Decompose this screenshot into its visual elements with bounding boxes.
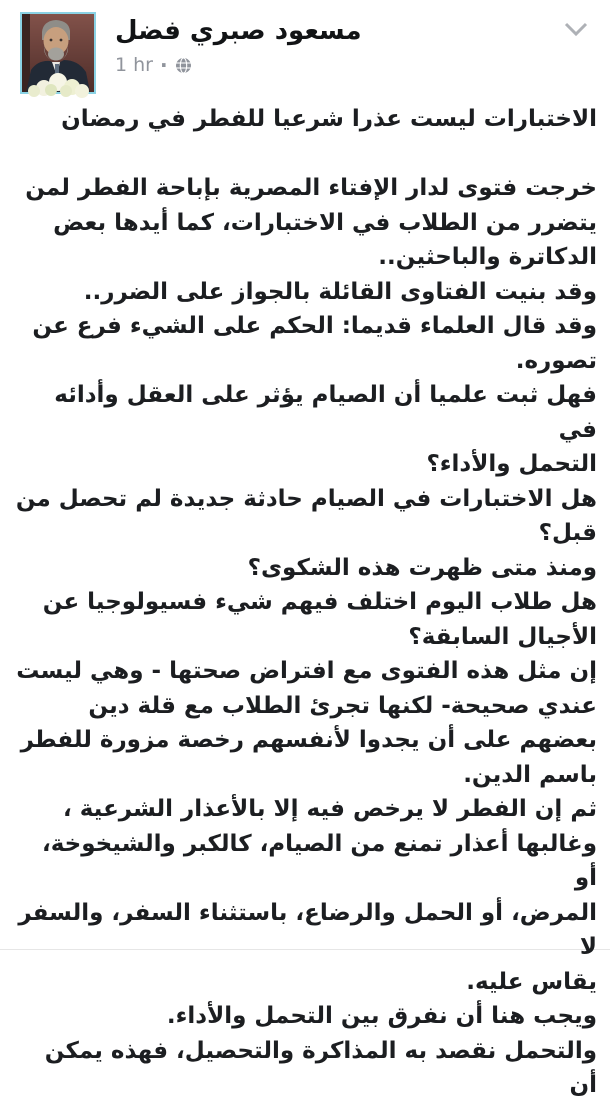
post-line: والتحمل نقصد به المذاكرة والتحصيل، فهذه يمكن أن xyxy=(44,1037,597,1098)
avatar-portrait-image xyxy=(22,14,94,92)
post-line: عندي صحيحة- لكنها تجرئ الطلاب مع قلة دين xyxy=(88,692,597,719)
post-line: بعضهم على أن يجدوا لأنفسهم رخصة مزورة للفطر xyxy=(20,727,597,753)
post-line: الدكاترة والباحثين.. xyxy=(378,244,597,270)
globe-icon xyxy=(175,57,192,74)
post-body xyxy=(13,171,597,1103)
avatar[interactable] xyxy=(20,12,96,94)
post-line: ويجب هنا أن نفرق بين التحمل والأداء. xyxy=(166,1003,597,1029)
post-line: المرض، أو الحمل والرضاع، باستثناء السفر، والسفر لا xyxy=(18,899,597,960)
post-line: التحمل والأداء؟ xyxy=(426,451,597,477)
post-line: قبل؟ xyxy=(538,520,597,546)
timestamp[interactable]: 1 hr xyxy=(115,54,153,76)
chevron-down-icon[interactable] xyxy=(562,20,590,40)
header-info xyxy=(115,14,362,76)
post-line: فهل ثبت علميا أن الصيام يؤثر على العقل وأدائه في xyxy=(54,382,597,443)
post-content xyxy=(0,96,610,1103)
post-meta xyxy=(115,54,362,76)
post-line: إن مثل هذه الفتوى مع افتراض صحتها - وهي ليست xyxy=(16,658,597,684)
post-line: باسم الدين. xyxy=(463,761,597,788)
post-line: يتضرر من الطلاب في الاختبارات، كما أيدها بعض xyxy=(53,209,597,236)
post-line: وقد قال العلماء قديما: الحكم على الشيء فرع عن xyxy=(32,313,597,339)
author-name[interactable]: مسعود صبري فضل xyxy=(115,16,362,46)
post-line: هل الاختبارات في الصيام حادثة جديدة لم تحصل من xyxy=(15,485,597,512)
meta-separator: · xyxy=(159,53,168,77)
post-line: خرجت فتوى لدار الإفتاء المصرية بإباحة الفطر لمن xyxy=(25,175,597,201)
post-line: ومنذ متى ظهرت هذه الشكوى؟ xyxy=(247,554,597,581)
post-line: الأجيال السابقة؟ xyxy=(408,623,597,650)
post-title: الاختبارات ليست عذرا شرعيا للفطر في رمضان xyxy=(61,106,597,132)
post-line: وغالبها أعذار تمنع من الصيام، كالكبر والشيخوخة، أو xyxy=(41,830,597,891)
post-line: ثم إن الفطر لا يرخص فيه إلا بالأعذار الشرعية ، xyxy=(62,796,597,822)
post-line: يقاس عليه. xyxy=(466,968,597,995)
post-line: وقد بنيت الفتاوى القائلة بالجواز على الضرر.. xyxy=(83,278,597,305)
post-line: هل طلاب اليوم اختلف فيهم شيء فسيولوجيا عن xyxy=(42,589,597,615)
post-header xyxy=(0,0,610,96)
post-line: تصوره. xyxy=(515,347,597,374)
